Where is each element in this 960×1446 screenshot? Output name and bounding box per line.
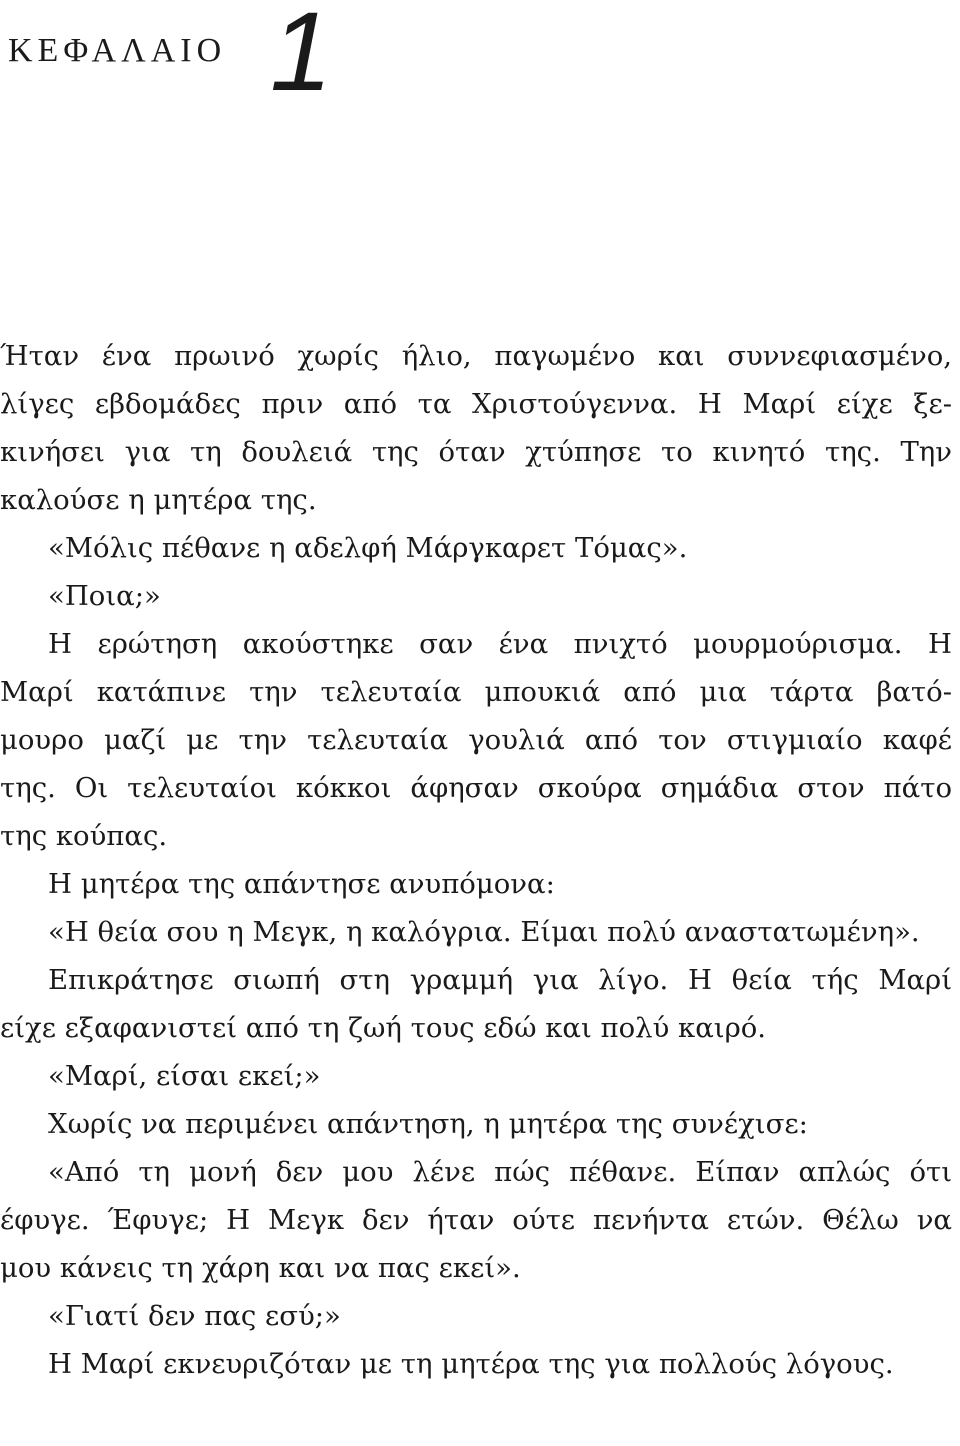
- text-line: Ήταν ένα πρωινό χωρίς ήλιο, παγωμένο και συννεφιασμένο,: [0, 340, 952, 372]
- text-line: Η Μαρί εκνευριζόταν με τη μητέρα της για πολλούς λόγους.: [48, 1348, 894, 1380]
- text-line: λίγες εβδομάδες πριν από τα Χριστούγεννα. Η Μαρί είχε ξε-: [0, 388, 952, 420]
- text-line: κινήσει για τη δουλειά της όταν χτύπησε το κινητό της. Την: [0, 436, 952, 468]
- text-line: καλούσε η μητέρα της.: [0, 484, 317, 516]
- text-line: Η μητέρα της απάντησε ανυπόμονα:: [48, 868, 555, 900]
- text-line: «Μαρί, είσαι εκεί;»: [48, 1060, 321, 1092]
- text-line: «Ποια;»: [48, 580, 161, 612]
- text-line: Επικράτησε σιωπή στη γραμμή για λίγο. Η θεία τής Μαρί: [48, 964, 952, 996]
- chapter-number: 1: [270, 0, 327, 114]
- text-line: «Μόλις πέθανε η αδελφή Μάργκαρετ Τόμας».: [48, 532, 688, 564]
- text-line: της. Οι τελευταίοι κόκκοι άφησαν σκούρα σημάδια στον πάτο: [0, 772, 952, 804]
- text-line: της κούπας.: [0, 820, 168, 852]
- text-line: Η ερώτηση ακούστηκε σαν ένα πνιχτό μουρμούρισμα. Η: [48, 628, 952, 660]
- chapter-label: ΚΕΦΑΛΑΙΟ: [8, 32, 227, 69]
- text-line: Χωρίς να περιμένει απάντηση, η μητέρα της συνέχισε:: [48, 1108, 808, 1140]
- text-line: «Γιατί δεν πας εσύ;»: [48, 1300, 341, 1332]
- text-line: είχε εξαφανιστεί από τη ζωή τους εδώ και πολύ καιρό.: [0, 1012, 767, 1044]
- text-line: «Από τη μονή δεν μου λένε πώς πέθανε. Είπαν απλώς ότι: [48, 1156, 952, 1188]
- text-line: «Η θεία σου η Μεγκ, η καλόγρια. Είμαι πολύ αναστατωμένη».: [48, 916, 920, 948]
- text-line: Μαρί κατάπινε την τελευταία μπουκιά από μια τάρτα βατό-: [0, 676, 952, 708]
- text-line: έφυγε. Έφυγε; Η Μεγκ δεν ήταν ούτε πενήντα ετών. Θέλω να: [0, 1204, 952, 1236]
- text-line: μουρο μαζί με την τελευταία γουλιά από τον στιγμιαίο καφέ: [0, 724, 952, 756]
- text-line: μου κάνεις τη χάρη και να πας εκεί».: [0, 1252, 521, 1284]
